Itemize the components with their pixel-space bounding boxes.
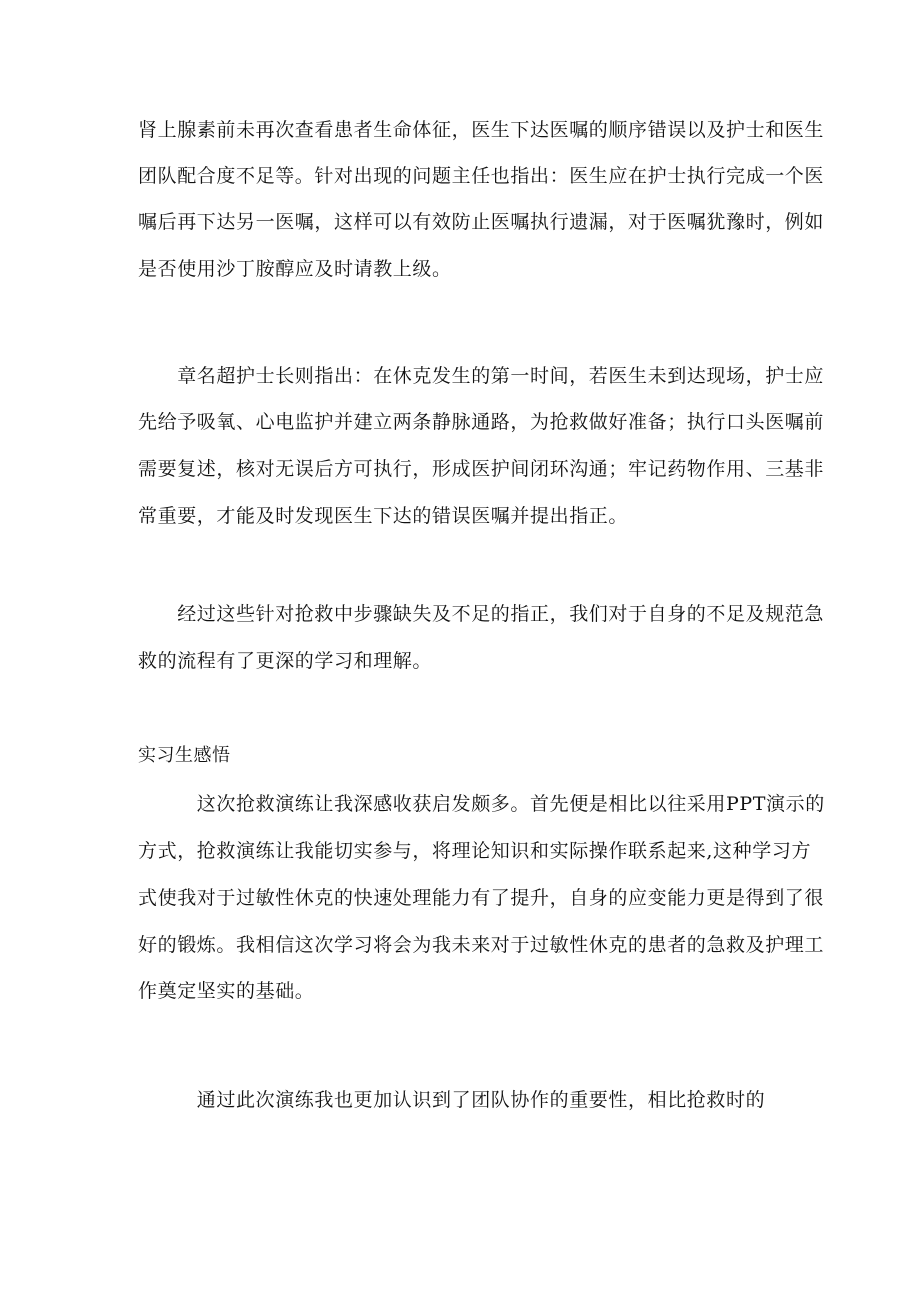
section-paragraph-1-line-2: 方式，抢救演练让我能切实参与，将理论知识和实际操作联系起来,这种学习方 xyxy=(138,840,812,862)
section-paragraph-1-line-1: 这次抢救演练让我深感收获启发颇多。首先便是相比以往采用PPT演示的 xyxy=(138,793,825,815)
section-title: 实习生感悟 xyxy=(138,745,231,766)
paragraph-1-line-2: 团队配合度不足等。针对出现的问题主任也指出：医生应在护士执行完成一个医 xyxy=(138,165,825,187)
paragraph-2-line-4: 常重要，才能及时发现医生下达的错误医嘱并提出指正。 xyxy=(138,505,629,527)
paragraph-1-line-1: 肾上腺素前未再次查看患者生命体征，医生下达医嘱的顺序错误以及护士和医生 xyxy=(138,119,825,141)
paragraph-3-line-1: 经过这些针对抢救中步骤缺失及不足的指正，我们对于自身的不足及规范急 xyxy=(138,603,825,625)
paragraph-2-line-3: 需要复述，核对无误后方可执行，形成医护间闭环沟通；牢记药物作用、三基非 xyxy=(138,458,825,480)
paragraph-1-line-4: 是否使用沙丁胺醇应及时请教上级。 xyxy=(138,258,452,280)
paragraph-3-line-2: 救的流程有了更深的学习和理解。 xyxy=(138,650,433,672)
section-paragraph-1-line-4: 好的锻炼。我相信这次学习将会为我未来对于过敏性休克的患者的急救及护理工 xyxy=(138,934,825,956)
paragraph-2-line-2: 先给予吸氧、心电监护并建立两条静脉通路，为抢救做好准备；执行口头医嘱前 xyxy=(138,411,825,433)
section-paragraph-2-line-1: 通过此次演练我也更加认识到了团队协作的重要性，相比抢救时的 xyxy=(138,1089,766,1111)
section-paragraph-1-line-5: 作奠定坚实的基础。 xyxy=(138,980,315,1002)
paragraph-1-line-3: 嘱后再下达另一医嘱，这样可以有效防止医嘱执行遗漏，对于医嘱犹豫时，例如 xyxy=(138,211,825,233)
section-paragraph-1-line-3: 式使我对于过敏性休克的快速处理能力有了提升，自身的应变能力更是得到了很 xyxy=(138,887,825,909)
paragraph-2-line-1: 章名超护士长则指出：在休克发生的第一时间，若医生未到达现场，护士应 xyxy=(138,365,825,387)
